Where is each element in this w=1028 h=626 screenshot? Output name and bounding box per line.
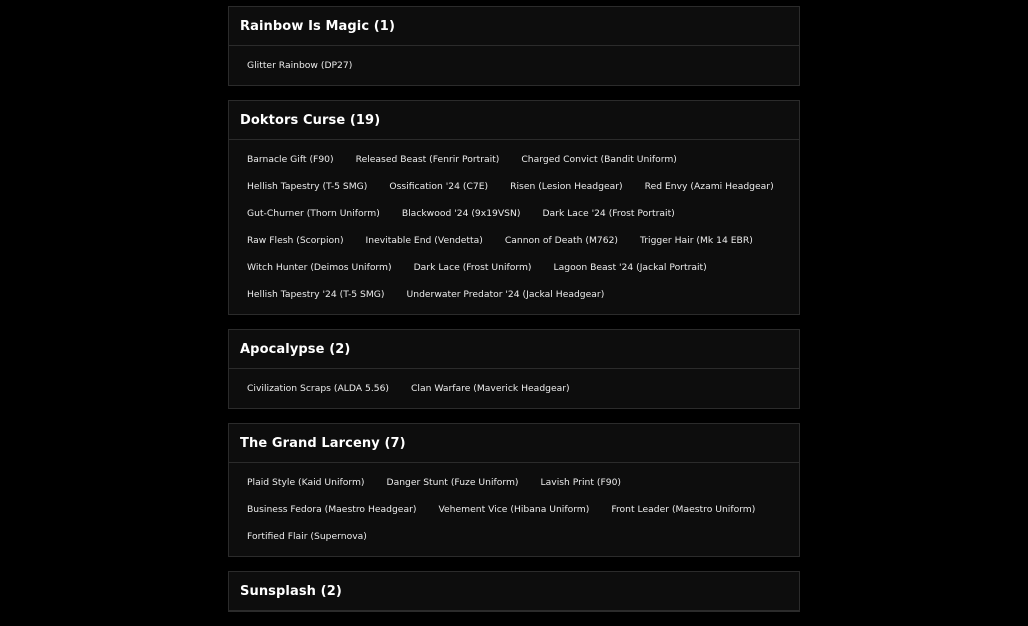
collection-item[interactable]: Red Envy (Azami Headgear) <box>644 181 774 192</box>
collection-item[interactable]: Front Leader (Maestro Uniform) <box>611 504 756 515</box>
collection-item[interactable]: Lavish Print (F90) <box>540 477 621 488</box>
collection-item[interactable]: Ossification '24 (C7E) <box>389 181 489 192</box>
collection-header[interactable] <box>229 7 799 46</box>
collection-header[interactable] <box>229 424 799 463</box>
collection-item[interactable]: Dark Lace (Frost Uniform) <box>413 262 532 273</box>
collection-header[interactable] <box>229 330 799 369</box>
collection-card <box>228 423 800 557</box>
collection-item[interactable]: Fortified Flair (Supernova) <box>247 531 367 542</box>
collection-item[interactable]: Hellish Tapestry (T-5 SMG) <box>247 181 368 192</box>
collection-item[interactable]: Civilization Scraps (ALDA 5.56) <box>247 383 390 394</box>
collection-item[interactable]: Gut-Churner (Thorn Uniform) <box>247 208 380 219</box>
collection-header[interactable] <box>229 572 799 611</box>
collection-items <box>229 463 799 556</box>
collection-title: Apocalypse (2) <box>240 341 351 357</box>
collection-title: Rainbow Is Magic (1) <box>240 18 395 34</box>
collections-list <box>228 6 800 626</box>
collection-item[interactable]: Blackwood '24 (9x19VSN) <box>401 208 521 219</box>
collection-item[interactable]: Vehement Vice (Hibana Uniform) <box>438 504 590 515</box>
collection-card <box>228 100 800 315</box>
collection-item[interactable]: Released Beast (Fenrir Portrait) <box>355 154 500 165</box>
collection-item[interactable]: Danger Stunt (Fuze Uniform) <box>386 477 519 488</box>
collection-item[interactable]: Dark Lace '24 (Frost Portrait) <box>542 208 675 219</box>
collection-card <box>228 6 800 86</box>
collection-item[interactable]: Hellish Tapestry '24 (T-5 SMG) <box>247 289 385 300</box>
collection-item[interactable]: Trigger Hair (Mk 14 EBR) <box>640 235 753 246</box>
collection-item[interactable]: Raw Flesh (Scorpion) <box>247 235 344 246</box>
collection-item[interactable]: Witch Hunter (Deimos Uniform) <box>247 262 392 273</box>
collection-title: Doktors Curse (19) <box>240 112 381 128</box>
collection-item[interactable]: Risen (Lesion Headgear) <box>510 181 623 192</box>
collection-item[interactable]: Charged Convict (Bandit Uniform) <box>521 154 677 165</box>
collection-title: Sunsplash (2) <box>240 583 342 599</box>
collection-item[interactable]: Underwater Predator '24 (Jackal Headgear) <box>406 289 605 300</box>
collection-title: The Grand Larceny (7) <box>240 435 406 451</box>
collection-items <box>229 46 799 85</box>
collection-items <box>229 140 799 314</box>
collection-item[interactable]: Barnacle Gift (F90) <box>247 154 334 165</box>
collection-item[interactable]: Inevitable End (Vendetta) <box>365 235 483 246</box>
collection-items <box>229 369 799 408</box>
collection-item[interactable]: Business Fedora (Maestro Headgear) <box>247 504 417 515</box>
collection-item[interactable]: Clan Warfare (Maverick Headgear) <box>411 383 570 394</box>
collection-item[interactable]: Lagoon Beast '24 (Jackal Portrait) <box>553 262 707 273</box>
collection-item[interactable]: Plaid Style (Kaid Uniform) <box>247 477 365 488</box>
collection-card <box>228 329 800 409</box>
collection-item[interactable]: Cannon of Death (M762) <box>504 235 618 246</box>
collection-item[interactable]: Glitter Rainbow (DP27) <box>247 60 353 71</box>
collection-header[interactable] <box>229 101 799 140</box>
collection-card <box>228 571 800 612</box>
